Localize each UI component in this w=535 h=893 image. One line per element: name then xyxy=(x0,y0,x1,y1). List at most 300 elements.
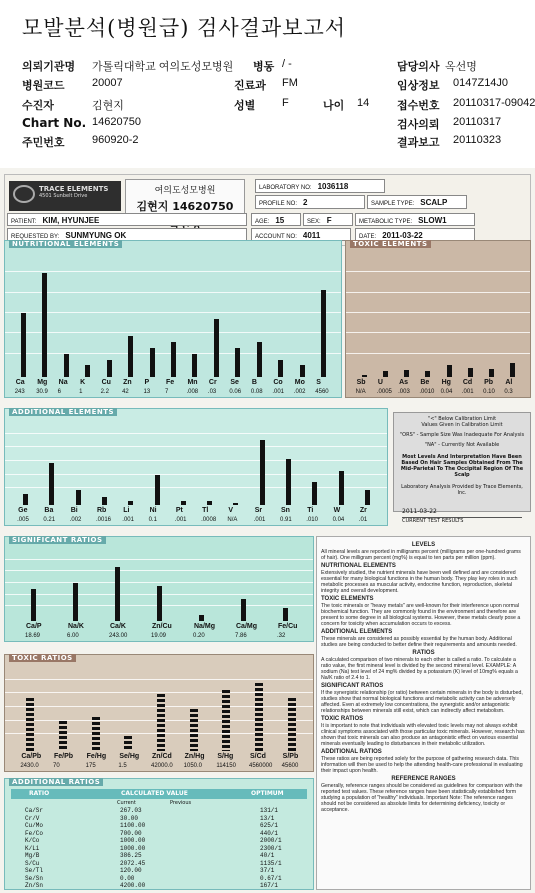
element-value: 19.09 xyxy=(151,633,167,639)
ratio-optimum: 440/1 xyxy=(260,829,279,837)
element-value: 114150 xyxy=(216,763,236,769)
element-value: 0.20 xyxy=(193,633,205,639)
profile-box xyxy=(255,195,365,209)
element-value: 0.21 xyxy=(43,517,56,523)
ratio-optimum: 37/1 xyxy=(260,867,275,874)
element-value: .001 xyxy=(174,517,187,523)
element-label: Hg xyxy=(441,379,451,386)
legend-additional-text: These minerals are considered as possibly essential by the human body. Additional studies are being conducted to better define their requirements and amounts needed. xyxy=(321,636,517,648)
ratio-value: 30.00 xyxy=(120,814,139,822)
grid-line xyxy=(5,487,387,488)
legend-nutritional-title: NUTRITIONAL ELEMENTS xyxy=(321,563,396,569)
doctor-value: 옥선명 xyxy=(445,61,477,73)
chart-bar xyxy=(339,471,344,505)
element-value: 7.86 xyxy=(235,633,247,639)
patient-box xyxy=(7,213,247,226)
element-label: Ge xyxy=(18,507,28,514)
ratio-name: Ca/Sr xyxy=(25,807,44,814)
lab-number-label: LABORATORY NO: xyxy=(259,185,312,191)
element-label: Ca xyxy=(15,379,25,386)
chart-bar xyxy=(510,363,515,377)
element-label: Rb xyxy=(97,507,107,514)
chart-bar xyxy=(489,369,494,377)
legend-addr-text: These ratios are being reported solely for the purpose of gathering research data. This information will then be used to help the attending health-care professional in evaluating their impact upon health. xyxy=(321,756,523,774)
grid-line xyxy=(346,332,530,333)
element-value: 175 xyxy=(85,763,96,769)
date-value: 2011-03-22 xyxy=(382,231,423,240)
grid-line xyxy=(346,271,530,272)
element-label: Zr xyxy=(359,507,367,514)
chart-bar xyxy=(85,365,90,377)
element-value: 13 xyxy=(143,389,151,395)
rrn-value: 960920-2 xyxy=(92,134,139,146)
sex-value: F xyxy=(282,97,289,109)
element-value: 45600 xyxy=(281,763,299,769)
sample-label: SAMPLE TYPE: xyxy=(371,201,415,207)
chart-bar xyxy=(286,459,291,505)
element-label: Ba xyxy=(44,507,54,514)
element-value: .002 xyxy=(69,517,82,523)
element-value: 0.91 xyxy=(280,517,292,523)
metabolic-label: METABOLIC TYPE: xyxy=(359,219,413,225)
date-label: DATE: xyxy=(359,234,377,240)
grid-line xyxy=(5,292,341,293)
element-label: S/Pb xyxy=(282,753,299,760)
chart-bar xyxy=(190,709,198,751)
toxic-title: TOXIC ELEMENTS xyxy=(350,240,431,248)
chart-bar xyxy=(207,501,212,505)
element-label: Zn/Hg xyxy=(184,753,205,760)
chart-bar xyxy=(115,567,120,621)
lab-patient-label: PATIENT: xyxy=(11,219,37,225)
lab-age-label: AGE: xyxy=(255,219,270,225)
element-value: .010 xyxy=(306,517,318,523)
chart-bar xyxy=(278,360,283,377)
note-line-6: Laboratory Analysis Provided by Trace Elements, Inc. xyxy=(401,484,523,496)
element-value: 6 xyxy=(57,389,61,395)
toxic-ratios-title: TOXIC RATIOS xyxy=(9,654,76,662)
element-label: U xyxy=(377,379,383,386)
element-label: Cd xyxy=(462,379,473,386)
chart-bar xyxy=(23,494,28,505)
ratio-name: Zn/Sn xyxy=(25,882,44,889)
report-title: 모발분석(병원급) 검사결과보고서 xyxy=(22,16,347,40)
ratio-optimum: 1135/1 xyxy=(260,859,282,867)
element-value: 0.1 xyxy=(148,517,157,523)
lab-number-box xyxy=(255,179,385,193)
significant-title: SIGNIFICANT RATIOS xyxy=(9,536,106,544)
element-value: 243 xyxy=(14,389,25,395)
nutritional-title: NUTRITIONAL ELEMENTS xyxy=(9,240,122,248)
header-opt: OPTIMUM xyxy=(251,790,284,797)
chart-bar xyxy=(64,354,69,377)
chart-bar xyxy=(383,371,388,377)
lab-logo xyxy=(9,181,121,211)
note-line-2: Values Given in Calibration Limit xyxy=(421,422,503,428)
ratio-name: K/Co xyxy=(25,837,40,844)
element-value: 0.3 xyxy=(504,389,513,395)
element-label: Zn/Cu xyxy=(152,623,172,630)
legend-sig-title: SIGNIFICANT RATIOS xyxy=(321,683,384,689)
element-label: Be xyxy=(420,379,430,386)
chart-label: Chart No. xyxy=(22,116,87,130)
ratio-value: 700.00 xyxy=(120,829,142,837)
ratio-optimum: 0.67/1 xyxy=(260,874,282,882)
additional-ratios-table xyxy=(4,778,314,890)
ratio-optimum: 2300/1 xyxy=(260,844,282,852)
element-label: Cu xyxy=(101,379,111,386)
logo-text: TRACE ELEMENTS xyxy=(39,185,109,193)
element-label: Zn xyxy=(123,379,132,386)
legend-levels-title: LEVELS xyxy=(411,542,436,548)
header-current: Current xyxy=(117,800,136,806)
ratio-value: 386.25 xyxy=(120,852,142,859)
profile-value: 2 xyxy=(303,198,308,207)
element-value: .001 xyxy=(272,389,285,395)
chart-bar xyxy=(102,497,107,505)
sample-box xyxy=(367,195,467,209)
element-value: 42000.0 xyxy=(151,763,173,769)
grid-line xyxy=(5,474,387,475)
element-value: 6.00 xyxy=(67,633,79,639)
element-label: Sn xyxy=(281,507,290,514)
grid-line xyxy=(346,353,530,354)
element-label: Ca/Pb xyxy=(21,753,42,760)
element-label: W xyxy=(333,507,341,514)
chart-bar xyxy=(365,490,370,505)
legend-text xyxy=(316,536,531,890)
element-value: 30.9 xyxy=(36,389,48,395)
element-value: 0.06 xyxy=(229,389,242,395)
chart-bar xyxy=(283,608,288,621)
chart-bar xyxy=(288,698,296,751)
ratio-value: 1000.00 xyxy=(120,844,146,852)
account-label: ACCOUNT NO: xyxy=(255,234,297,240)
ratio-optimum: 13/1 xyxy=(260,814,275,822)
ratio-value: 2072.45 xyxy=(120,859,146,867)
element-value: .001 xyxy=(122,517,134,523)
clinical-label: 임상정보 xyxy=(397,79,440,92)
element-label: Cr xyxy=(208,379,217,386)
sample-value: SCALP xyxy=(420,198,448,207)
request-value: 20110317 xyxy=(453,116,502,128)
sex-label: 성별 xyxy=(234,99,256,112)
element-value: 1 xyxy=(79,389,83,395)
lab-info-block xyxy=(4,174,531,246)
element-value: .03 xyxy=(207,389,217,395)
lab-sex-label: SEX: xyxy=(307,219,321,225)
element-value: 7 xyxy=(165,389,169,395)
element-label: Co xyxy=(273,379,283,386)
requested-label: REQUESTED BY: xyxy=(11,234,60,240)
grid-line xyxy=(5,433,387,434)
element-label: Tl xyxy=(202,507,209,514)
chart-bar xyxy=(468,368,473,377)
element-value: .001 xyxy=(253,517,266,523)
logo-ring-icon xyxy=(13,185,35,203)
element-label: Se xyxy=(230,379,239,386)
scanned-lab-report xyxy=(0,168,535,893)
chart-value: 14620750 xyxy=(92,116,141,128)
element-label: Fe/Hg xyxy=(86,753,107,760)
element-value: N/A xyxy=(227,517,238,523)
additional-elements-chart xyxy=(4,408,388,526)
chart-bar xyxy=(155,475,160,505)
ratio-value: 120.00 xyxy=(120,867,142,874)
element-label: P xyxy=(144,379,150,386)
ratio-value: 4200.00 xyxy=(120,882,146,889)
element-value: 2430.0 xyxy=(20,763,39,769)
element-label: Ca/P xyxy=(26,623,42,630)
legend-toxr-title: TOXIC RATIOS xyxy=(321,716,364,722)
hosp-code-value: 20007 xyxy=(92,77,123,89)
notes-box xyxy=(393,412,531,512)
chart-bar xyxy=(300,365,305,377)
element-label: As xyxy=(399,379,409,386)
doctor-label: 담당의사 xyxy=(397,60,440,73)
grid-line xyxy=(5,271,341,272)
element-value: .003 xyxy=(398,389,410,395)
element-value: 70 xyxy=(53,763,60,769)
chart-bar xyxy=(31,589,36,621)
element-label: Mg xyxy=(37,379,48,386)
element-label: S/Cd xyxy=(250,753,266,760)
ratio-name: K/Li xyxy=(25,844,40,852)
ward-value: / - xyxy=(282,58,292,70)
header-ratio: RATIO xyxy=(29,790,50,797)
note-line-5: Most Levels And Interpretation Have Been Based On Hair Samples Obtained From The Mid-Parietal To The Occipital Region Of The Scalp xyxy=(400,454,524,478)
legend-toxr-text: It is important to note that individuals with elevated toxic levels may not always exhibit clinical symptoms associated with those particular toxic minerals. However, research has shown that toxic minerals can also produce an antagonistic effect on various essential minerals eventually leading to disturbances in their metabolic utilization. xyxy=(321,723,525,747)
ratio-name: Fe/Co xyxy=(25,829,44,837)
chart-bar xyxy=(257,342,262,377)
lab-patient-value: KIM, HYUNJEE xyxy=(42,216,100,225)
grid-line xyxy=(5,559,313,560)
element-label: Sr xyxy=(254,507,263,514)
element-value: 1050.0 xyxy=(183,763,203,769)
chart-bar xyxy=(42,273,47,377)
chart-bar xyxy=(128,336,133,377)
ratio-name: S/Cu xyxy=(25,859,40,867)
toxic-ratios-chart xyxy=(4,654,314,772)
chart-bar xyxy=(447,365,452,377)
ratio-optimum: 40/1 xyxy=(260,852,275,859)
legend-addr-title: ADDITIONAL RATIOS xyxy=(321,749,382,755)
chart-bar xyxy=(214,319,219,377)
element-label: V xyxy=(228,507,234,514)
hosp-code-label: 병원코드 xyxy=(22,79,65,92)
chart-bar xyxy=(312,482,317,505)
note-line-3: "ORS" - Sample Size Was Inadequate For Analysis xyxy=(399,432,525,438)
receipt-label: 접수번호 xyxy=(397,99,440,112)
ratio-name: Cu/Mo xyxy=(25,822,44,829)
request-label: 검사의뢰 xyxy=(397,118,440,131)
lab-age-value: 15 xyxy=(275,216,285,225)
chart-bar xyxy=(76,490,81,505)
additional-title: ADDITIONAL ELEMENTS xyxy=(9,408,117,416)
chart-bar xyxy=(362,375,367,377)
element-label: Se/Hg xyxy=(119,753,140,760)
legend-ratios-text: A calculated comparison of two minerals to each other is called a ratio. To calculate a ratio value, the first mineral level is divided by the second mineral level. EXAMPLE: A sodium (Na) test level of 24 mg% divided by a potassium (K) level of 10mg% equals a Na/K ratio of 2.4 to 1. xyxy=(321,657,518,681)
element-label: Na xyxy=(58,379,68,386)
header-calc: CALCULATED VALUE xyxy=(121,790,188,797)
hospital-label: 의뢰기관명 xyxy=(22,60,76,73)
element-value: 4560 xyxy=(315,389,329,395)
ward-label: 병동 xyxy=(253,60,275,73)
element-label: B xyxy=(251,379,257,386)
legend-additional-title: ADDITIONAL ELEMENTS xyxy=(321,629,393,635)
element-value: 4560000 xyxy=(249,763,273,769)
grid-line xyxy=(5,312,341,313)
chart-bar xyxy=(59,721,67,751)
legend-ratios-title: RATIOS xyxy=(412,650,435,656)
profile-label: PROFILE NO: xyxy=(259,201,298,207)
grid-line xyxy=(5,332,341,333)
element-label: Ca/Mg xyxy=(236,623,257,630)
result-value: 20110323 xyxy=(453,134,502,146)
dept-label: 진료과 xyxy=(234,79,266,92)
chart-bar xyxy=(73,583,78,621)
ratio-name: Se/Tl xyxy=(25,867,44,874)
nutritional-elements-chart xyxy=(4,240,342,398)
legend-nutritional-text: Extensively studied, the nutrient minerals have been well defined and are considered essential for many biological functions in the human body. They play key roles in such metabolic processes as muscular activity, endocrine function, reproduction, skeletal integrity and overall development. xyxy=(321,570,518,594)
chart-bar xyxy=(222,690,230,751)
signature-block xyxy=(402,508,522,532)
age-box xyxy=(251,213,301,226)
element-label: Ti xyxy=(307,507,314,514)
element-label: Pt xyxy=(175,507,183,514)
chart-bar xyxy=(92,717,100,751)
grid-line xyxy=(5,582,313,583)
chart-bar xyxy=(255,683,263,751)
element-label: Pb xyxy=(484,379,494,386)
element-value: .002 xyxy=(293,389,306,395)
element-value: .0008 xyxy=(201,517,217,523)
element-value: 42 xyxy=(122,389,129,395)
element-value: 18.69 xyxy=(25,633,41,639)
requested-value: SUNMYUNG OK xyxy=(65,231,127,240)
account-value: 4011 xyxy=(302,231,321,240)
chart-bar xyxy=(235,348,240,377)
toxic-elements-chart xyxy=(345,240,531,398)
grid-line xyxy=(5,570,313,571)
chart-bar xyxy=(199,615,204,621)
dept-value: FM xyxy=(282,77,298,89)
rrn-label: 주민번호 xyxy=(22,136,65,149)
grid-line xyxy=(346,312,530,313)
logo-sub: 4501 Sunbelt Drive xyxy=(39,193,88,199)
chart-bar xyxy=(425,371,430,377)
chart-bar xyxy=(404,370,409,377)
element-label: Li xyxy=(123,507,130,514)
patient-label: 수진자 xyxy=(22,99,54,112)
element-label: Bi xyxy=(70,507,78,514)
additional-ratios-title: ADDITIONAL RATIOS xyxy=(9,778,103,786)
ratio-table-header xyxy=(11,789,307,799)
chart-bar xyxy=(150,348,155,377)
legend-toxic-text: The toxic minerals or "heavy metals" are well-known for their interference upon normal biochemical function. They are commonly found in the environment and therefore are present to some degree in all biological systems. However, these metals clearly pose a concern for toxicity when accumulation occurs to excess. xyxy=(321,603,521,627)
patient-value: 김현지 xyxy=(92,100,124,112)
stamp-patient: 김현지 14620750 xyxy=(136,200,234,213)
element-value: 2.2 xyxy=(100,389,109,395)
legend-toxic-title: TOXIC ELEMENTS xyxy=(321,596,374,602)
element-label: Fe/Cu xyxy=(278,623,298,630)
element-value: 0.04 xyxy=(332,517,345,523)
chart-bar xyxy=(192,354,197,377)
clinical-value: 0147Z14J0 xyxy=(453,77,509,89)
chart-bar xyxy=(128,501,133,505)
element-value: .01 xyxy=(358,517,368,523)
chart-bar xyxy=(260,440,265,505)
hospital-value: 가톨릭대학교 여의도성모병원 xyxy=(92,61,234,73)
element-label: Mn xyxy=(187,379,198,386)
element-value: .005 xyxy=(17,517,29,523)
signature-date: 2011-03-22 xyxy=(402,508,437,515)
element-value: N/A xyxy=(355,389,366,395)
element-value: 243.00 xyxy=(109,633,128,639)
element-label: K xyxy=(80,379,86,386)
sex-box xyxy=(303,213,353,226)
chart-bar xyxy=(171,342,176,377)
element-value: .0016 xyxy=(96,517,112,523)
ratio-value: 0.00 xyxy=(120,874,135,882)
grid-line xyxy=(346,292,530,293)
note-line-1: "<" Below Calibration Limit xyxy=(427,416,497,422)
metabolic-box xyxy=(355,213,475,226)
receipt-value: 20110317-09042 xyxy=(453,97,535,109)
chart-bar xyxy=(107,360,112,377)
legend-ref-text: Generally, reference ranges should be considered as guidelines for comparison with the reported test values. These reference ranges have been statistically established form studying a population of "healthy" individuals. Important Note: The reference ranges should not be considered as absolute limits for determining deficiency, toxicity or acceptance. xyxy=(321,783,523,813)
element-value: 0.04 xyxy=(440,389,453,395)
element-value: 0.08 xyxy=(250,389,263,395)
element-label: Fe xyxy=(166,379,175,386)
element-label: Sb xyxy=(356,379,366,386)
legend-ref-title: REFERENCE RANGES xyxy=(391,776,456,782)
element-label: Al xyxy=(505,379,513,386)
age-value: 14 xyxy=(357,97,370,109)
ratio-name: Cr/V xyxy=(25,814,40,822)
lab-number-value: 1036118 xyxy=(317,182,349,191)
chart-bar xyxy=(241,599,246,621)
legend-sig-text: If the synergistic relationship (or ratio) between certain minerals in the body is disturbed, studies show that normal biological functions and metabolic activity can be adversely affected. Even at extremely low concentrations, the synergistic and/or antagonistic relationships between minerals still exist, which can indirectly affect metabolism. xyxy=(321,690,523,714)
element-label: Fe/Pb xyxy=(54,753,74,760)
ratio-name: Mg/B xyxy=(25,852,40,859)
grid-line xyxy=(5,679,313,680)
ratio-optimum: 2000/1 xyxy=(260,837,282,844)
header-previous: Previous xyxy=(170,800,192,806)
ratio-value: 1100.00 xyxy=(120,822,146,829)
result-label: 결과보고 xyxy=(397,136,440,149)
chart-bar xyxy=(157,694,165,751)
grid-line xyxy=(5,446,387,447)
grid-line xyxy=(5,460,387,461)
element-label: Na/K xyxy=(68,623,84,630)
chart-bar xyxy=(124,736,132,751)
element-label: Mo xyxy=(294,379,305,386)
metabolic-value: SLOW1 xyxy=(418,216,447,225)
element-value: 1.5 xyxy=(118,763,127,769)
chart-bar xyxy=(181,501,186,505)
chart-bar xyxy=(26,698,34,751)
note-line-4: "NA" - Currently Not Available xyxy=(424,442,500,448)
element-value: 0.10 xyxy=(483,389,495,395)
age-label: 나이 xyxy=(323,99,345,112)
element-value: .001 xyxy=(461,389,474,395)
significant-ratios-chart xyxy=(4,536,314,642)
chart-bar xyxy=(21,313,26,377)
element-value: .0010 xyxy=(419,389,435,395)
ratio-optimum: 167/1 xyxy=(260,882,279,889)
element-value: .0005 xyxy=(376,389,392,395)
